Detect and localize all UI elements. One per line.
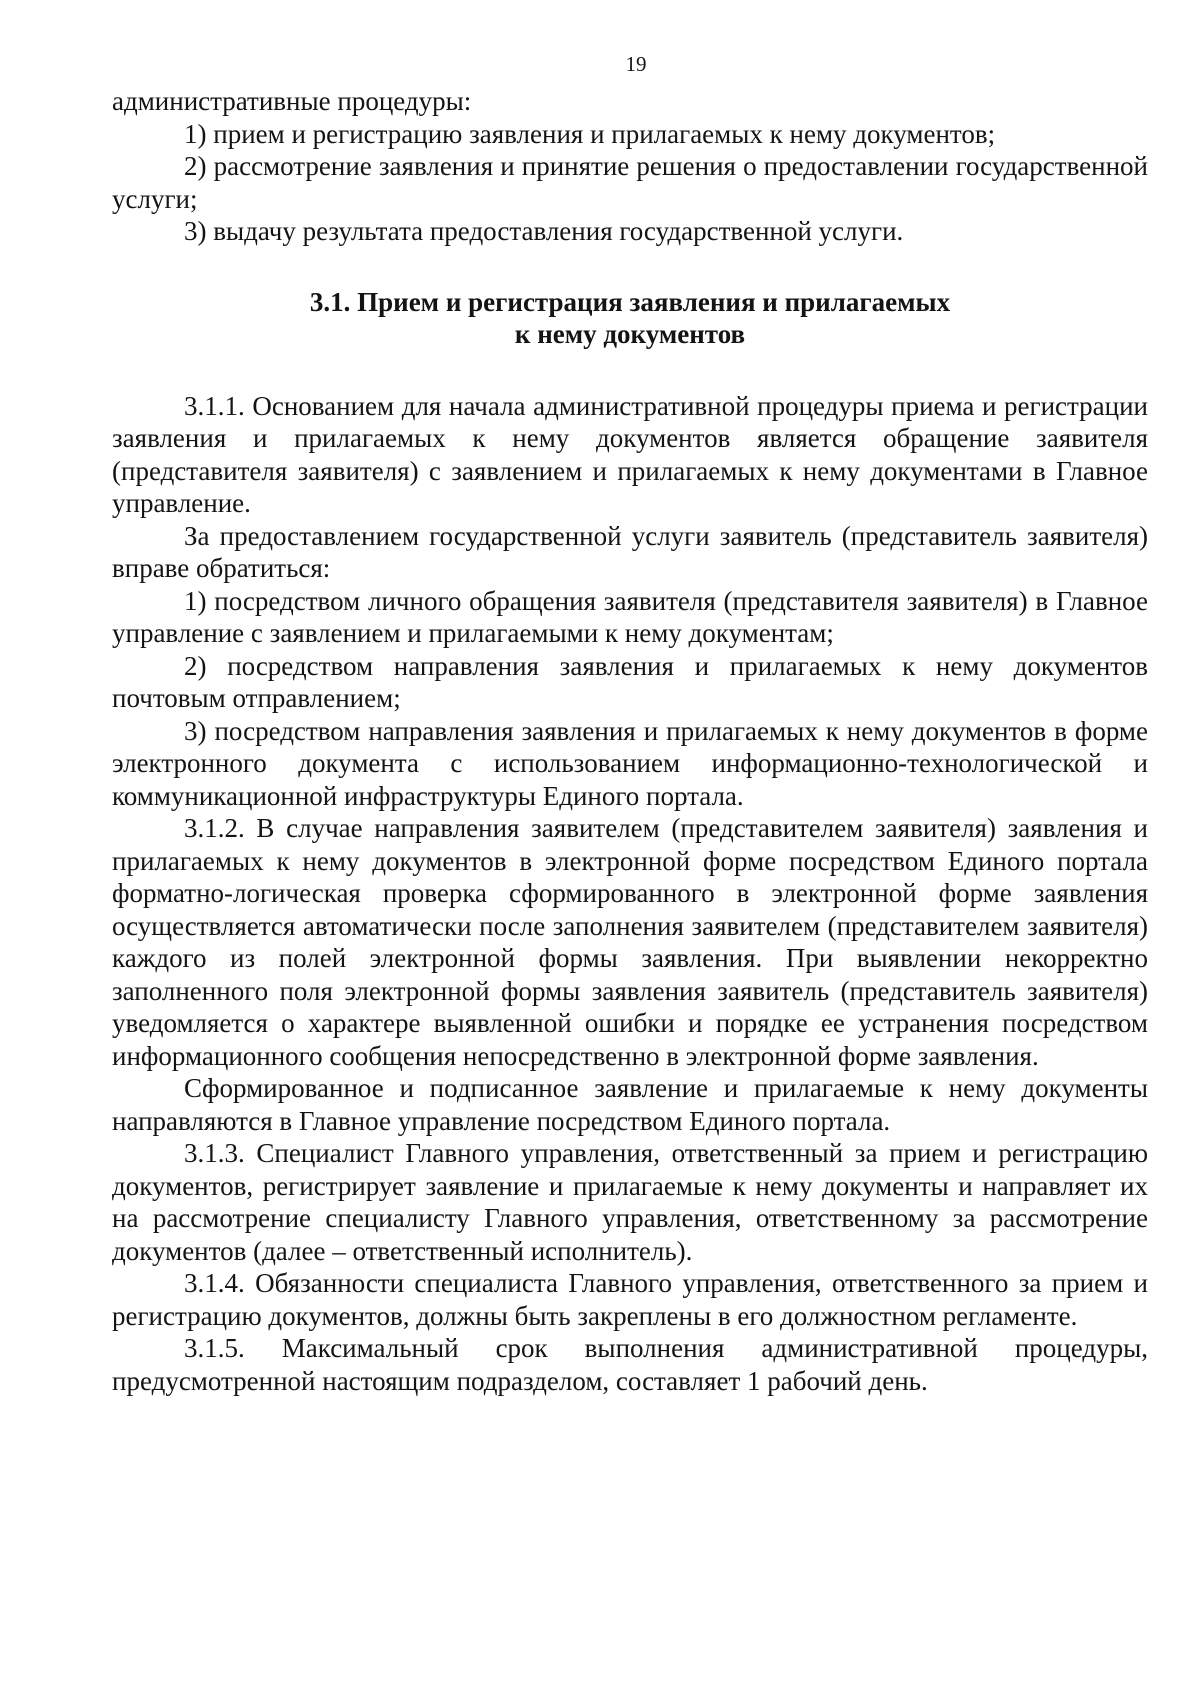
page-number: 19 — [625, 52, 647, 76]
paragraph-option-3: 3) посредством направления заявления и прилагаемых к нему документов в форме электронного документа с использованием информационно-технологической и коммуникационной инфраструктуры Единого портала. — [112, 715, 1148, 811]
intro-item-1: 1) прием и регистрацию заявления и прилагаемых к нему документов; — [184, 118, 996, 149]
paragraph-3-1-1: 3.1.1. Основанием для начала административной процедуры приема и регистрации заявления и прилагаемых к нему документов является обращение заявителя (представителя заявителя) с заявлением и прилагаемых к нему документами в Главное управление. — [112, 390, 1148, 518]
paragraph-applicant-options: За предоставлением государственной услуги заявитель (представитель заявителя) вправе обратиться: — [112, 520, 1148, 583]
section-heading-line-1: 3.1. Прием и регистрация заявления и прилагаемых — [309, 286, 951, 317]
section-heading — [112, 286, 1148, 350]
paragraph-3-1-5: 3.1.5. Максимальный срок выполнения административной процедуры, предусмотренной настоящим подразделом, составляет 1 рабочий день. — [112, 1333, 1148, 1396]
paragraph-option-2: 2) посредством направления заявления и прилагаемых к нему документов почтовым отправлением; — [112, 650, 1148, 713]
intro-item-3: 3) выдачу результата предоставления государственной услуги. — [184, 216, 904, 246]
paragraph-option-1: 1) посредством личного обращения заявителя (представителя заявителя) в Главное управление с заявлением и прилагаемыми к нему документам; — [112, 585, 1148, 648]
intro-item-2: 2) рассмотрение заявления и принятие решения о предоставлении государственной услуги; — [112, 151, 1148, 214]
section-heading-line-2: к нему документов — [514, 318, 746, 349]
paragraph-3-1-3: 3.1.3. Специалист Главного управления, ответственный за прием и регистрацию документов, регистрирует заявление и прилагаемые к нему документы и направляет их на рассмотрение специалисту Главного управления, ответственному за рассмотрение документов (далее – ответственный исполнитель). — [112, 1138, 1148, 1266]
paragraph-3-1-2: 3.1.2. В случае направления заявителем (представителем заявителя) заявления и прилагаемых к нему документов в электронной форме посредством Единого портала форматно-логическая проверка сформированного в электронной форме заявления осуществляется автоматически после заполнения заявителем (представителем заявителя) каждого из полей электронной формы заявления. При выявлении некорректно заполненного поля электронной формы заявления заявитель (представитель заявителя) уведомляется о характере выявленной ошибки и порядке ее устранения посредством информационного сообщения непосредственно в электронной форме заявления. — [112, 813, 1148, 1071]
paragraph-signed-application: Сформированное и подписанное заявление и прилагаемые к нему документы направляются в Главное управление посредством Единого портала. — [112, 1073, 1148, 1136]
intro-lead: административные процедуры: — [112, 86, 472, 116]
paragraph-3-1-4: 3.1.4. Обязанности специалиста Главного управления, ответственного за прием и регистрацию документов, должны быть закреплены в его должностном регламенте. — [112, 1268, 1148, 1331]
